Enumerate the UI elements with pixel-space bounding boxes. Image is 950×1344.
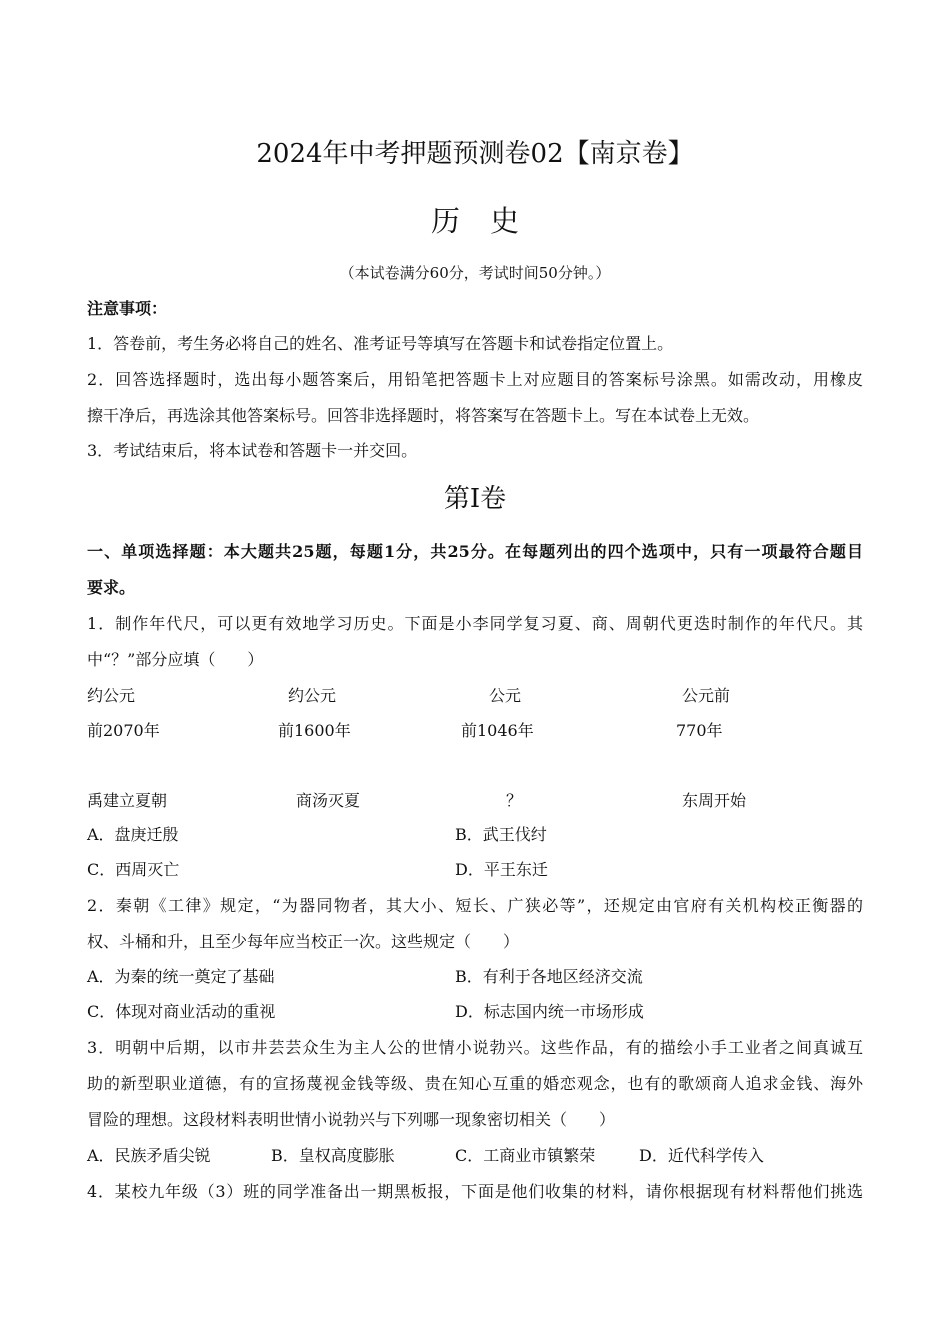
timeline-date-label: 约公元 bbox=[87, 686, 136, 705]
answer-option[interactable]: D．标志国内统一市场形成 bbox=[455, 1002, 644, 1021]
note-item: 擦干净后，再选涂其他答案标号。回答非选择题时，将答案写在答题卡上。写在本试卷上无效。 bbox=[87, 406, 760, 425]
question-4-text: 4．某校九年级（3）班的同学准备出一期黑板报，下面是他们收集的材料，请你根据现有材料帮他们挑选 bbox=[87, 1182, 863, 1201]
timeline-event-label: 禹建立夏朝 bbox=[87, 791, 168, 810]
question-3-text-cont: 助的新型职业道德，有的宣扬蔑视金钱等级、贵在知心互重的婚恋观念，也有的歌颂商人追求金钱、海外 bbox=[87, 1074, 863, 1093]
answer-option[interactable]: A．为秦的统一奠定了基础 bbox=[87, 967, 275, 986]
note-item: 3．考试结束后，将本试卷和答题卡一并交回。 bbox=[87, 441, 418, 460]
section-instructions-cont: 要求。 bbox=[87, 578, 136, 597]
timeline-date-label: 约公元 bbox=[288, 686, 337, 705]
answer-option[interactable]: A．民族矛盾尖锐 bbox=[87, 1146, 211, 1165]
timeline-date-label: 公元 bbox=[489, 686, 522, 705]
answer-option[interactable]: C．工商业市镇繁荣 bbox=[455, 1146, 596, 1165]
question-1-text: 1．制作年代尺，可以更有效地学习历史。下面是小李同学复习夏、商、周朝代更迭时制作的年代尺。其 bbox=[87, 614, 863, 633]
notes-heading: 注意事项： bbox=[87, 299, 168, 318]
timeline-date-label: 公元前 bbox=[682, 686, 731, 705]
volume-title: 第Ⅰ卷 bbox=[443, 484, 507, 514]
answer-option[interactable]: B．武王伐纣 bbox=[455, 825, 547, 844]
question-2-text: 2．秦朝《工律》规定，“为器同物者，其大小、短长、广狭必等”，还规定由官府有关机构校正衡器的 bbox=[87, 896, 863, 915]
timeline-event-label: 商汤灭夏 bbox=[296, 791, 361, 810]
section-instructions: 一、单项选择题：本大题共25题，每题1分，共25分。在每题列出的四个选项中，只有一项最符合题目 bbox=[87, 542, 863, 561]
exam-info: （本试卷满分60分，考试时间50分钟。） bbox=[339, 264, 611, 282]
exam-title: 2024年中考押题预测卷02【南京卷】 bbox=[256, 139, 694, 169]
answer-option[interactable]: D．近代科学传入 bbox=[639, 1146, 764, 1165]
timeline-date-label: 前2070年 bbox=[87, 721, 160, 740]
timeline-event-label: 东周开始 bbox=[682, 791, 747, 810]
timeline-date-label: 770年 bbox=[676, 721, 723, 740]
answer-option[interactable]: C．西周灭亡 bbox=[87, 860, 180, 879]
answer-option[interactable]: A．盘庚迁殷 bbox=[87, 825, 179, 844]
timeline-event-label: ？ bbox=[506, 791, 523, 810]
answer-option[interactable]: D．平王东迁 bbox=[455, 860, 548, 879]
note-item: 2．回答选择题时，选出每小题答案后，用铅笔把答题卡上对应题目的答案标号涂黑。如需改动，用橡皮 bbox=[87, 370, 863, 389]
subject-title: 历史 bbox=[430, 204, 549, 238]
question-3-text-cont: 冒险的理想。这段材料表明世情小说勃兴与下列哪一现象密切相关（ ） bbox=[87, 1110, 616, 1129]
question-1-text-cont: 中“？”部分应填（ ） bbox=[87, 650, 264, 669]
answer-option[interactable]: B．有利于各地区经济交流 bbox=[455, 967, 643, 986]
timeline-date-label: 前1600年 bbox=[278, 721, 351, 740]
question-2-text-cont: 权、斗桶和升，且至少每年应当校正一次。这些规定（ ） bbox=[87, 932, 520, 951]
question-3-text: 3．明朝中后期，以市井芸芸众生为主人公的世情小说勃兴。这些作品，有的描绘小手工业者之间真诚互 bbox=[87, 1038, 863, 1057]
note-item: 1．答卷前，考生务必将自己的姓名、准考证号等填写在答题卡和试卷指定位置上。 bbox=[87, 334, 674, 353]
answer-option[interactable]: B．皇权高度膨胀 bbox=[271, 1146, 395, 1165]
answer-option[interactable]: C．体现对商业活动的重视 bbox=[87, 1002, 276, 1021]
timeline-date-label: 前1046年 bbox=[461, 721, 534, 740]
